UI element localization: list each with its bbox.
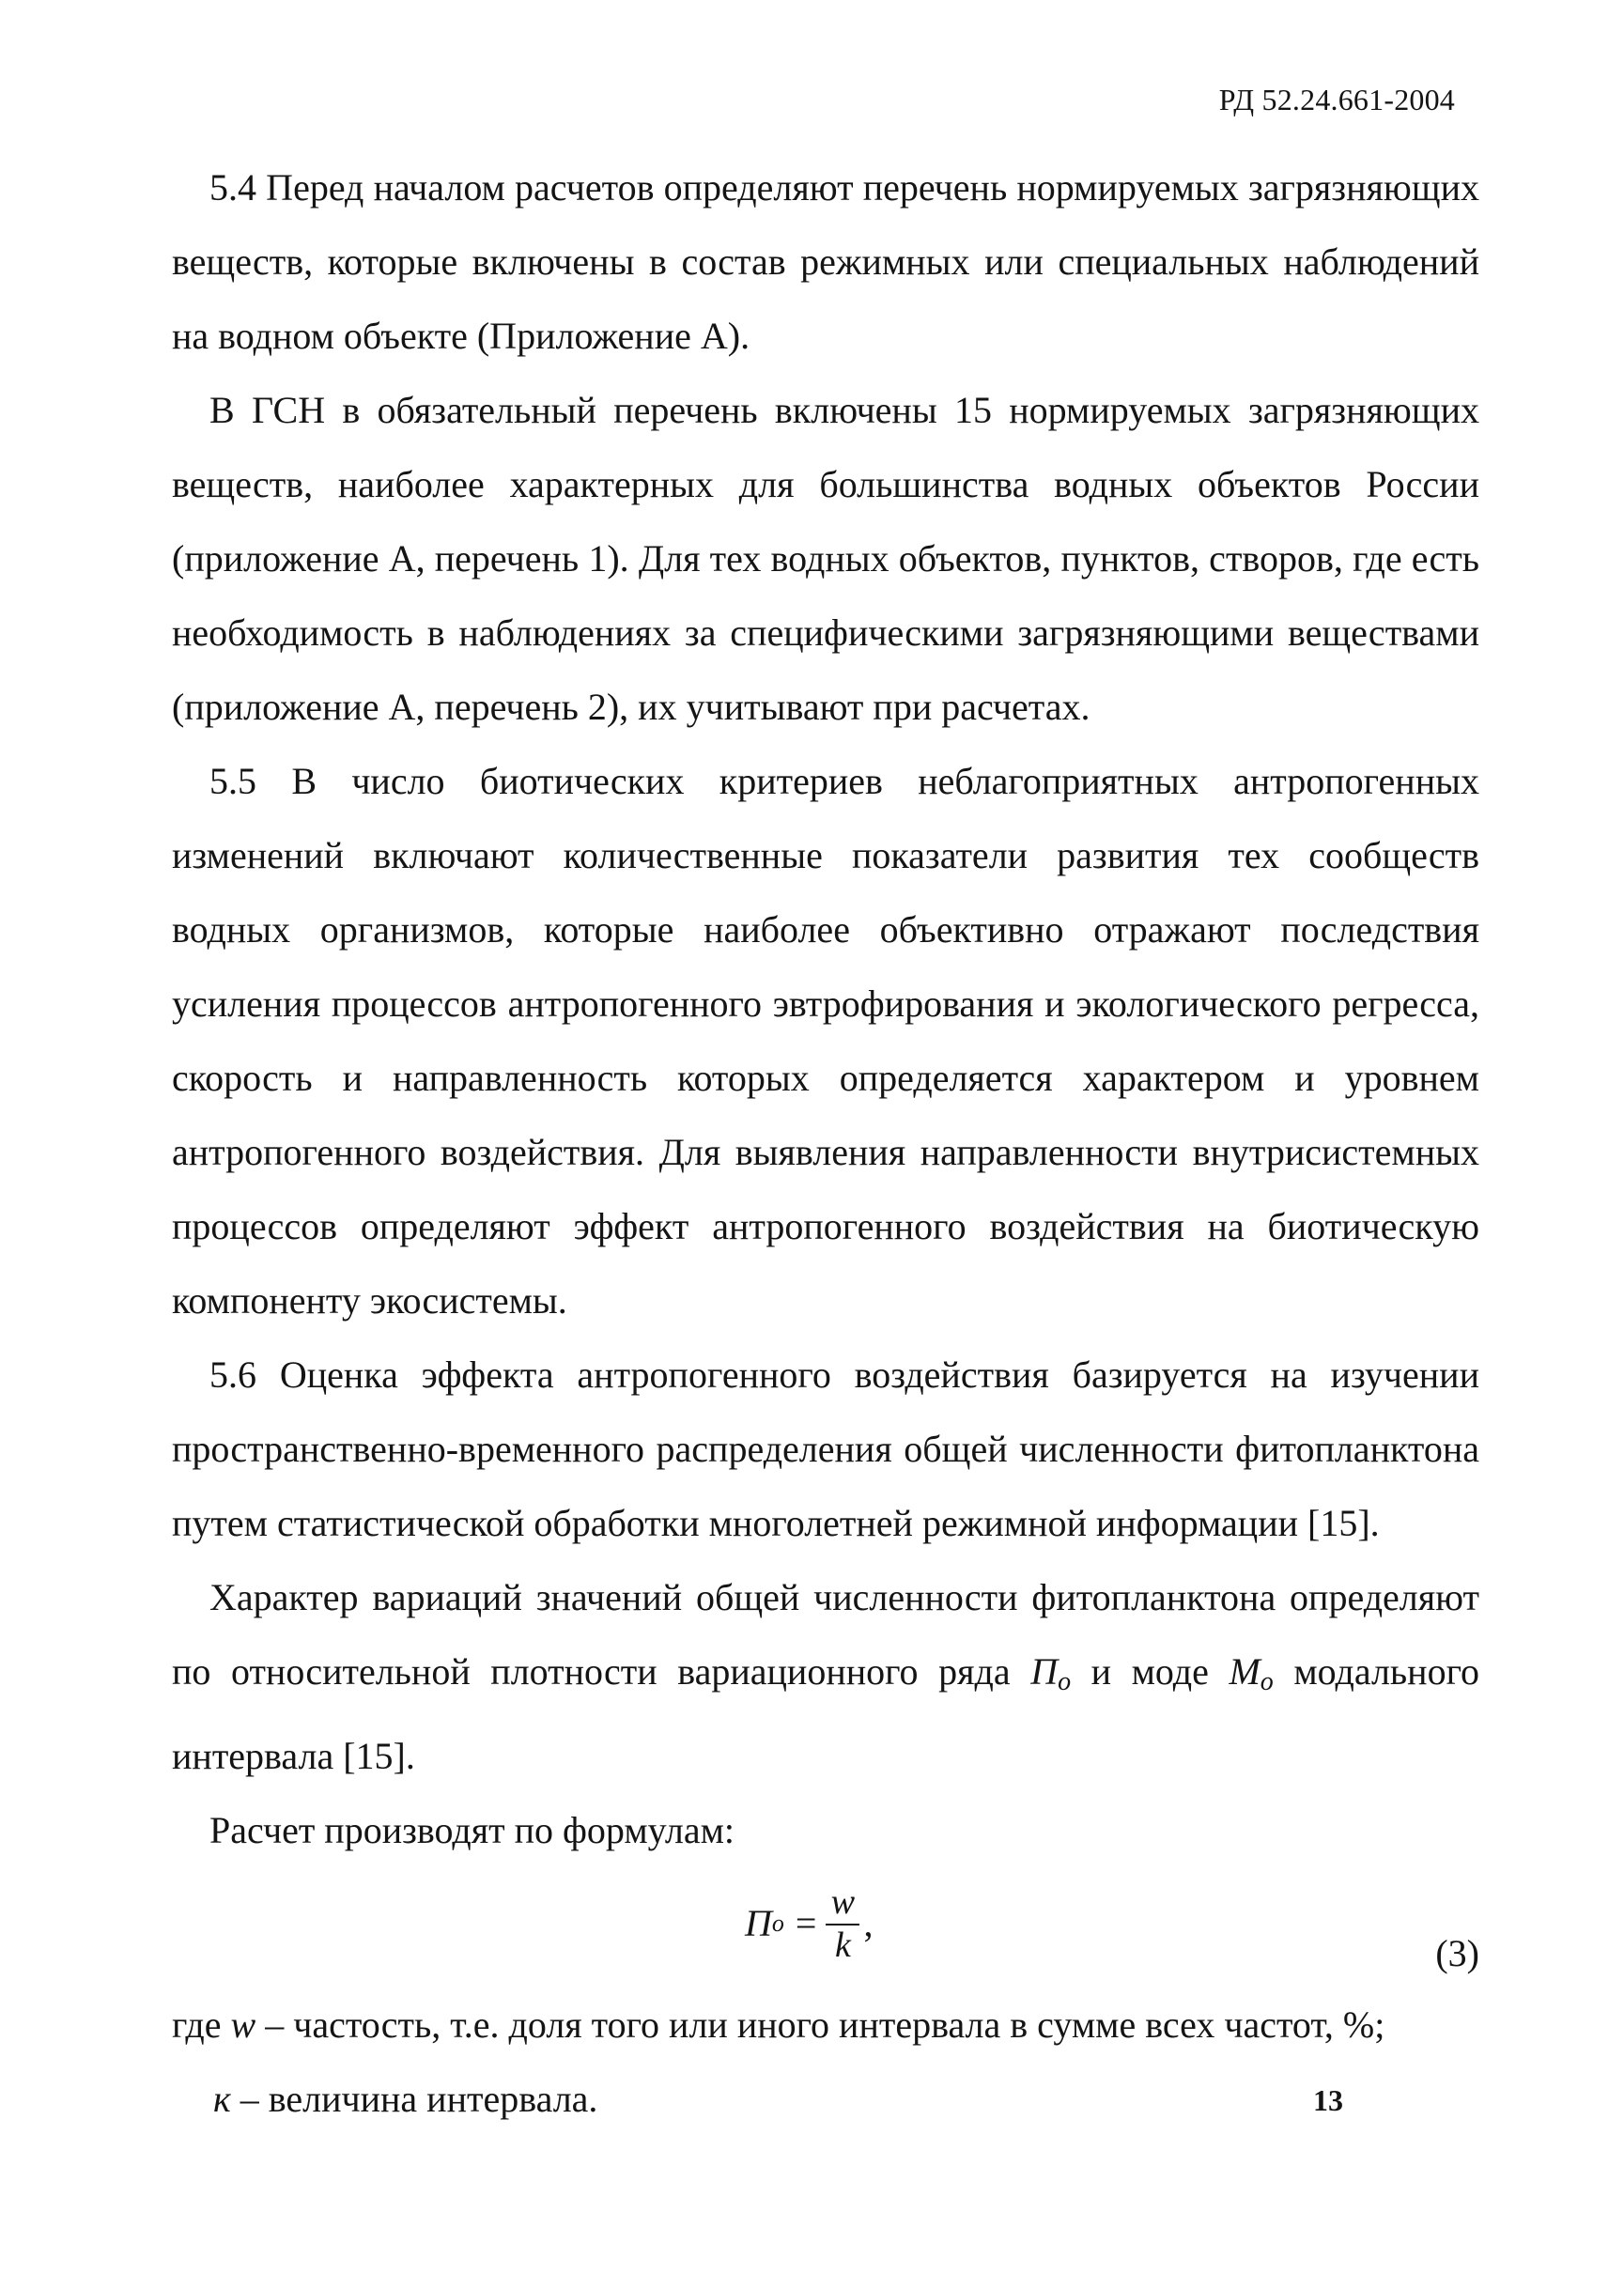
formula-lhs: П bbox=[745, 1902, 772, 1944]
definition-k-text: – величина интервала. bbox=[230, 2078, 598, 2120]
variation-text-2: и моде bbox=[1071, 1650, 1230, 1693]
formula-3 bbox=[745, 1884, 873, 1963]
formula-fraction bbox=[826, 1884, 859, 1963]
variation-text-1: Характер вариаций значений общей численности фитопланктона определяют по относительной плотности вариационного ряда bbox=[172, 1576, 1479, 1693]
document-code: РД 52.24.661-2004 bbox=[1218, 83, 1455, 116]
formula-numerator: w bbox=[830, 1882, 856, 1922]
paragraph-gsn-list: В ГСН в обязательный перечень включены 15 нормируемых загрязняющих веществ, наиболее характерных для большинства водных объектов России (приложение А, перечень 1). Для тех водных объектов, пунктов, створов, где есть необходимость в наблюдениях за специфическими загрязняющими веществами (приложение А, перечень 2), их учитывают при расчетах. bbox=[172, 389, 1479, 728]
paragraph-5-4: 5.4 Перед началом расчетов определяют перечень нормируемых загрязняющих веществ, которые включены в состав режимных или специальных наблюдений на водном объекте (Приложение А). bbox=[172, 166, 1479, 357]
symbol-p: П bbox=[1030, 1650, 1059, 1693]
paragraph-variation bbox=[172, 1560, 1479, 1793]
formula-denominator: k bbox=[835, 1926, 851, 1965]
definition-k-symbol: к bbox=[213, 2078, 231, 2120]
definition-w bbox=[172, 1987, 1479, 2062]
symbol-m: М bbox=[1229, 1650, 1261, 1693]
symbol-m-subscript: о bbox=[1260, 1667, 1274, 1696]
definition-w-symbol: w bbox=[230, 2003, 256, 2046]
definition-w-prefix: где bbox=[172, 2003, 231, 2046]
paragraph-5-5: 5.5 В число биотических критериев неблагоприятных антропогенных изменений включают количественные показатели развития тех сообществ водных организмов, которые наиболее объективно отражают последствия усиления процессов антропогенного эвтрофирования и экологического регресса, скорость и направленность которых определяется характером и уровнем антропогенного воздействия. Для выявления направленности внутрисистемных процессов определяют эффект антропогенного воздействия на биотическую компоненту экосистемы. bbox=[172, 760, 1479, 1322]
symbol-p-subscript: о bbox=[1058, 1667, 1072, 1696]
formula-comma: , bbox=[863, 1902, 874, 1944]
paragraph-calculation: Расчет производят по формулам: bbox=[209, 1809, 735, 1851]
definition-k bbox=[172, 2062, 1479, 2136]
formula-equals: = bbox=[795, 1902, 817, 1944]
document-body bbox=[172, 150, 1479, 2136]
definition-w-text: – частость, т.е. доля того или иного интервала в сумме всех частот, %; bbox=[255, 2003, 1385, 2046]
formula-row bbox=[172, 1879, 1479, 1991]
page-number: 13 bbox=[1313, 2083, 1343, 2117]
paragraph-5-6: 5.6 Оценка эффекта антропогенного воздействия базируется на изучении пространственно-временного распределения общей численности фитопланктона путем статистической обработки многолетней режимной информации [15]. bbox=[172, 1353, 1479, 1544]
formula-lhs-subscript: о bbox=[771, 1910, 784, 1937]
equation-number: (3) bbox=[1435, 1932, 1479, 1974]
variation-text-3: модального интервала [15]. bbox=[172, 1650, 1479, 1777]
